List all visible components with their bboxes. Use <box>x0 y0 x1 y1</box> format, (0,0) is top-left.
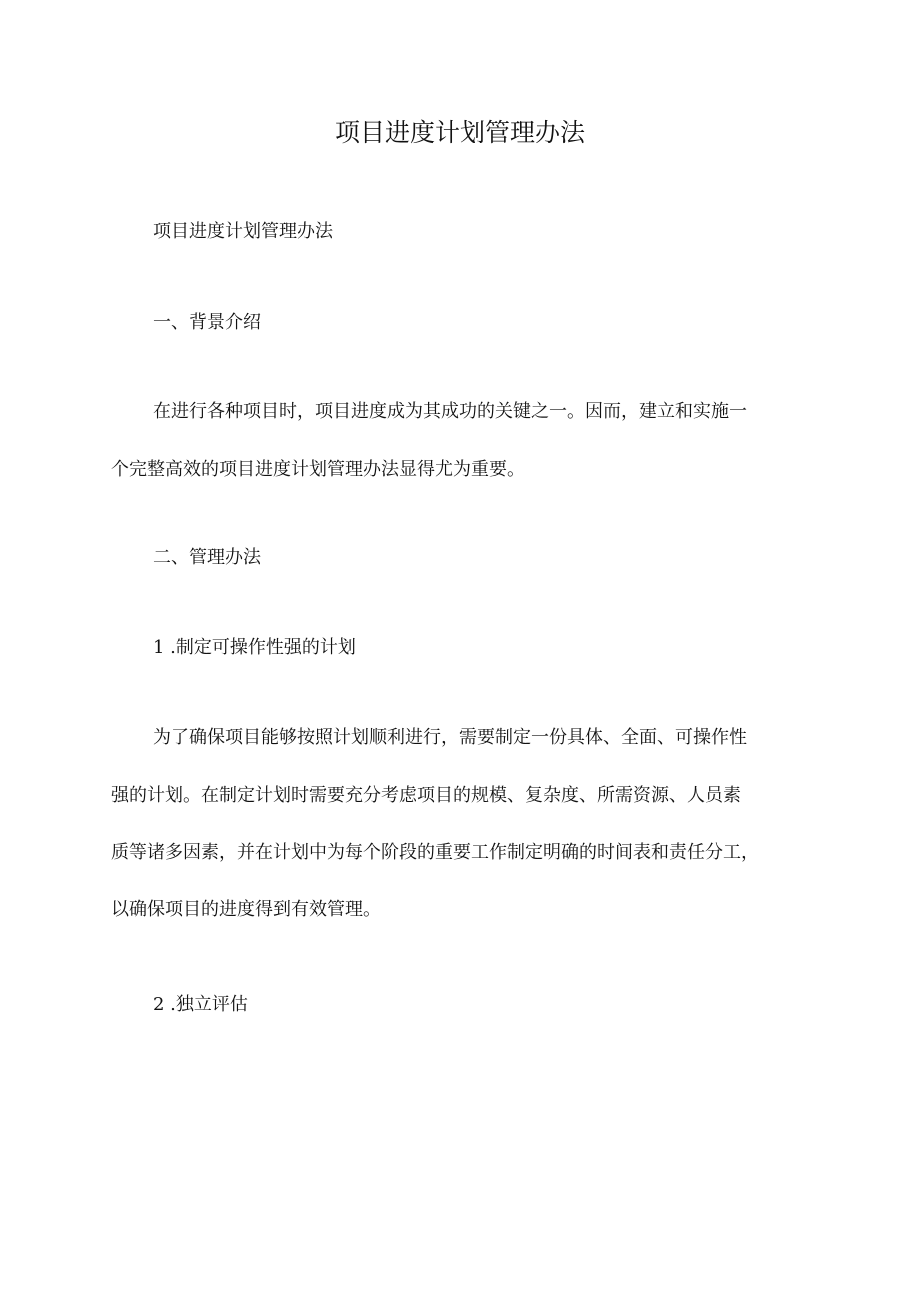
paragraph-line: 在进行各种项目时，项目进度成为其成功的关键之一。因而，建立和实施一 <box>153 401 747 422</box>
section-heading-management: 二、管理办法 <box>153 547 261 568</box>
item-heading-assessment: 2 .独立评估 <box>153 994 248 1015</box>
document-title: 项目进度计划管理办法 <box>334 118 585 147</box>
paragraph-line: 强的计划。在制定计划时需要充分考虑项目的规模、复杂度、所需资源、人员素 <box>111 785 741 806</box>
item-heading-plan: 1 .制定可操作性强的计划 <box>153 637 356 658</box>
paragraph-line: 为了确保项目能够按照计划顺利进行，需要制定一份具体、全面、可操作性 <box>153 727 747 748</box>
section-heading-background: 一、背景介绍 <box>153 312 261 333</box>
paragraph-line: 以确保项目的进度得到有效管理。 <box>111 899 381 920</box>
document-subtitle: 项目进度计划管理办法 <box>153 221 333 242</box>
paragraph-line: 个完整高效的项目进度计划管理办法显得尤为重要。 <box>111 459 525 480</box>
paragraph-line: 质等诸多因素，并在计划中为每个阶段的重要工作制定明确的时间表和责任分工， <box>111 842 759 863</box>
